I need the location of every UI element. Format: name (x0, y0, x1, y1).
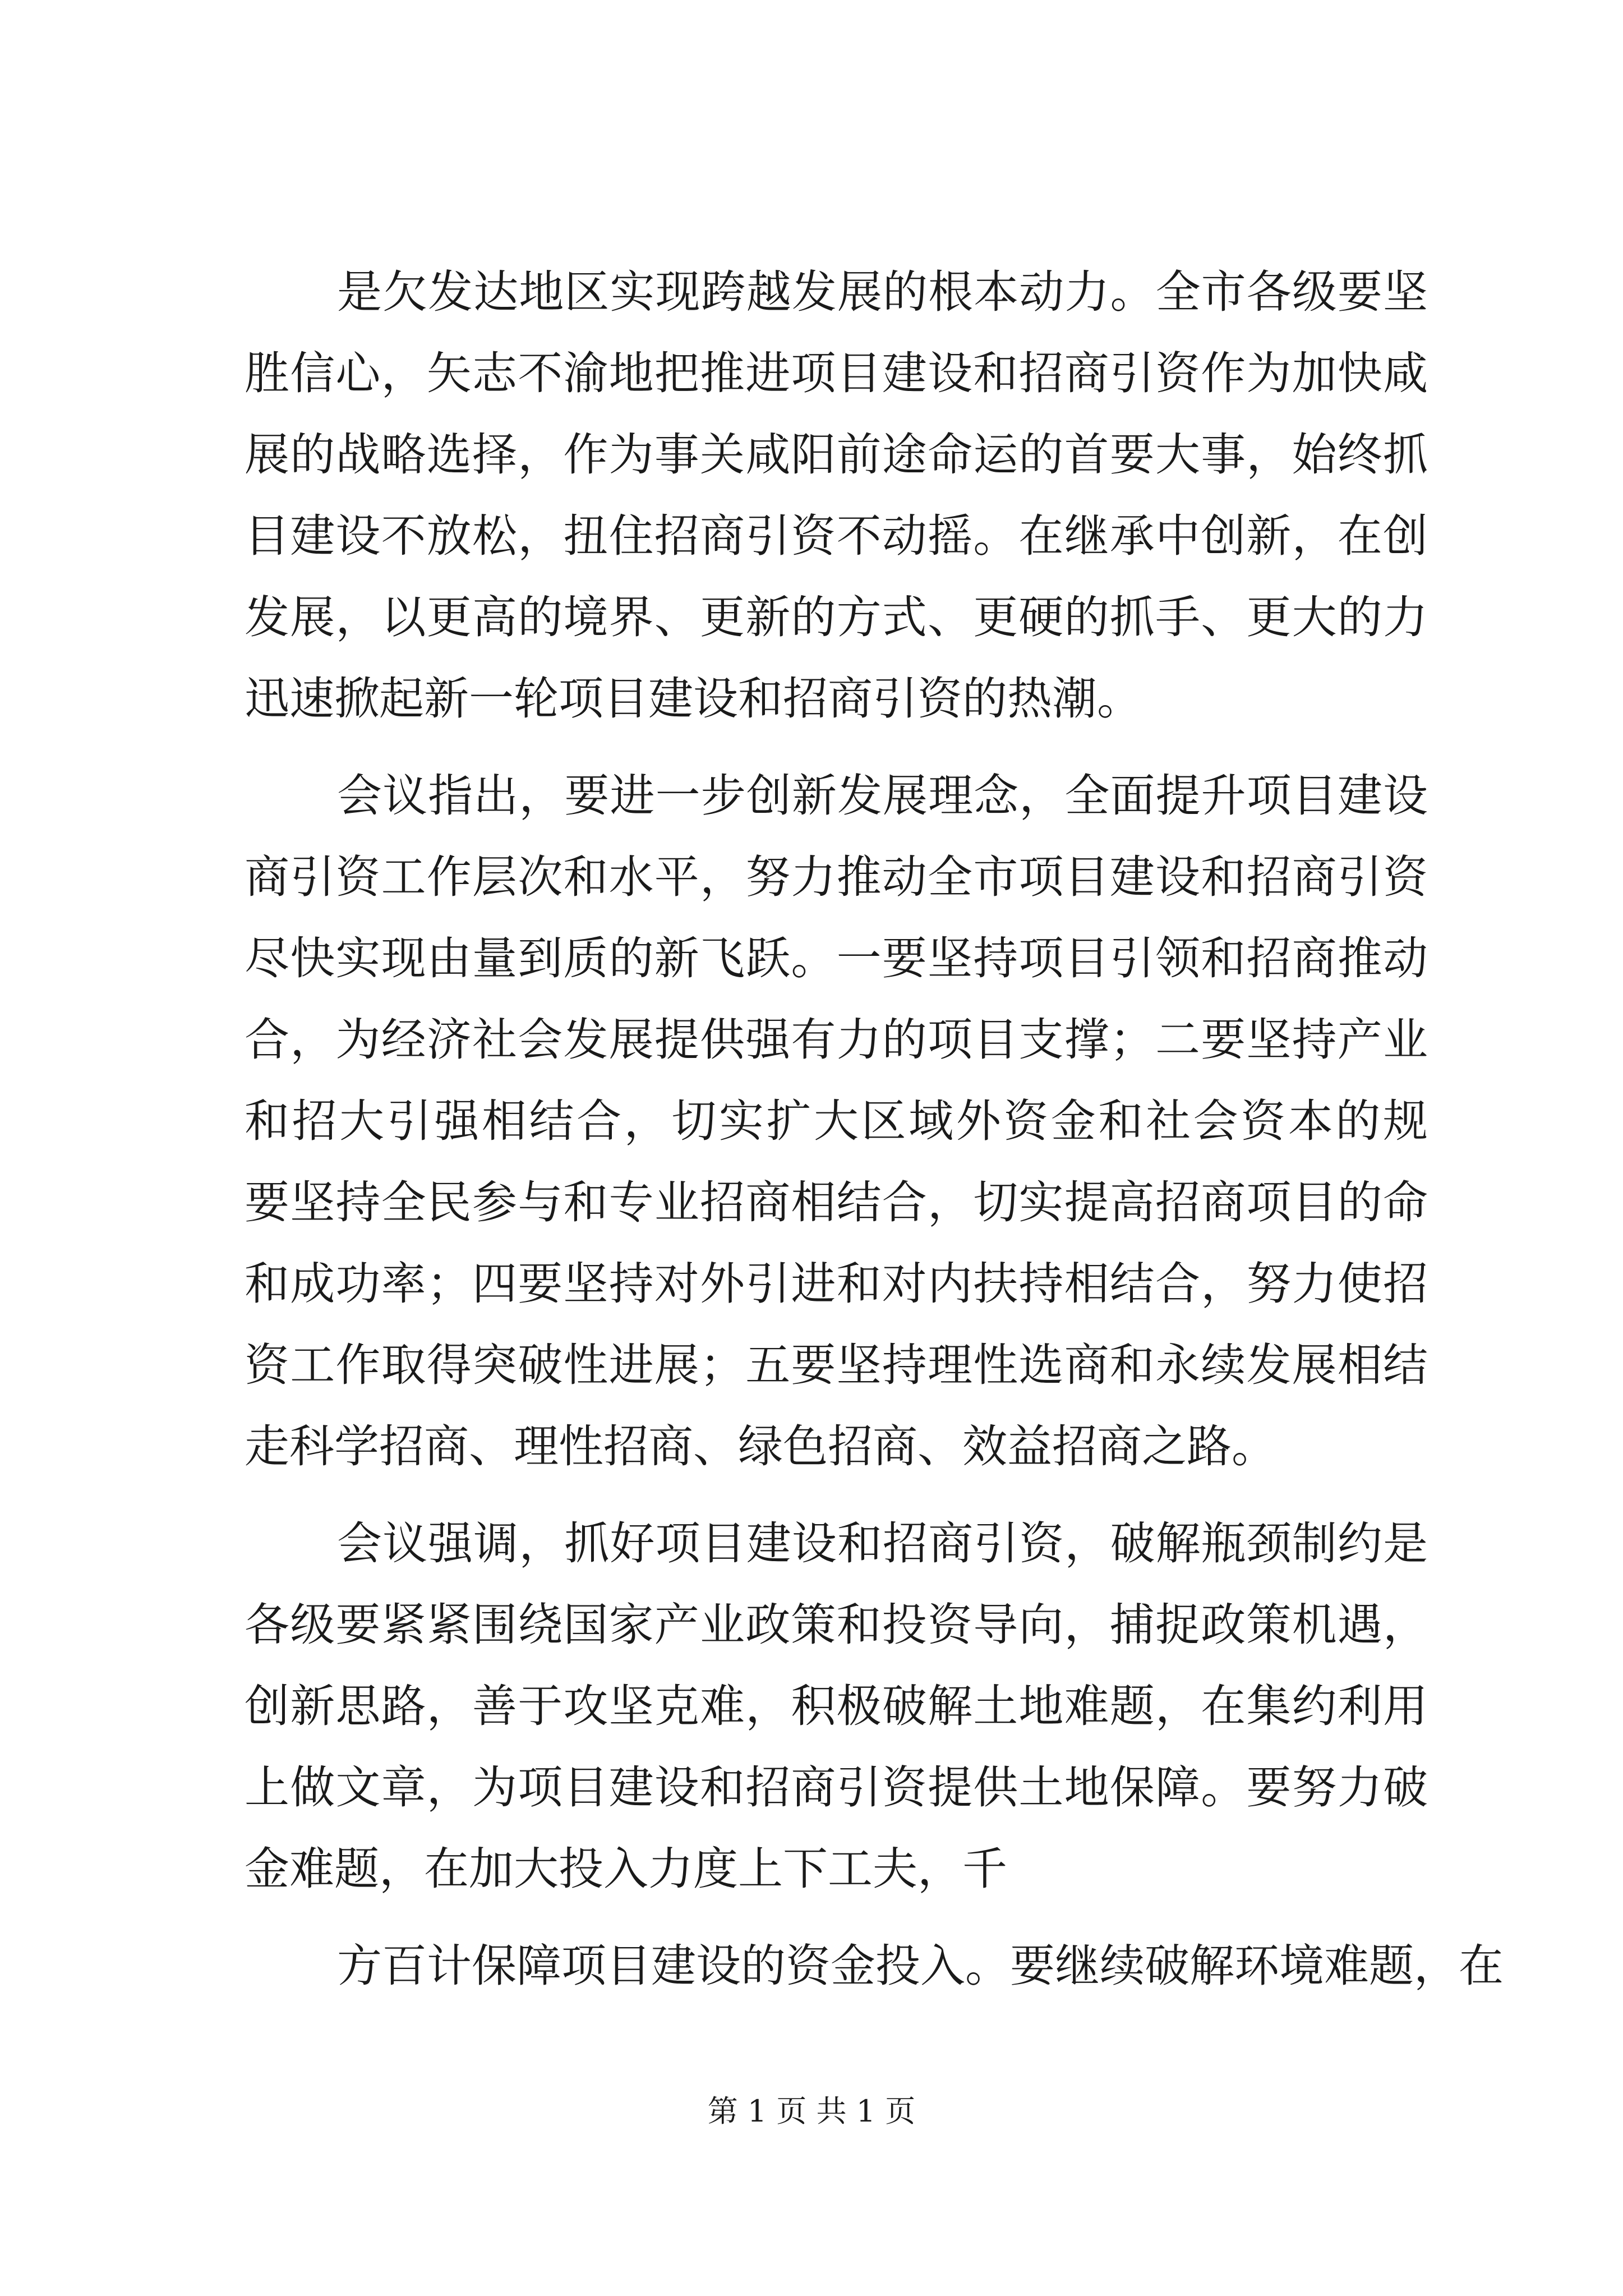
text-line: 目建设不放松，扭住招商引资不动摇。在继承中创新，在创 (245, 510, 1428, 562)
paragraph-3 (245, 1503, 1428, 1910)
document-body (245, 251, 1504, 2007)
text-line: 走科学招商、理性招商、绿色招商、效益招商之路。 (245, 1420, 1276, 1473)
page-number-label: 第 1 页 共 1 页 (707, 2093, 916, 2129)
text-line: 胜信心，矢志不渝地把推进项目建设和招商引资作为加快咸 (245, 347, 1428, 399)
text-line: 会议强调，抓好项目建设和招商引资，破解瓶颈制约是 (337, 1517, 1428, 1570)
text-line: 和成功率；四要坚持对外引进和对内扶持相结合，努力使招 (245, 1258, 1428, 1310)
paragraph-2 (245, 755, 1428, 1487)
text-line: 和招大引强相结合，切实扩大区域外资金和社会资本的规 (245, 1095, 1428, 1147)
text-line: 要坚持全民参与和专业招商相结合，切实提高招商项目的命 (245, 1176, 1428, 1228)
text-line: 是欠发达地区实现跨越发展的根本动力。全市各级要坚 (337, 266, 1428, 318)
text-line: 上做文章，为项目建设和招商引资提供土地保障。要努力破 (245, 1761, 1428, 1814)
text-line: 会议指出，要进一步创新发展理念，全面提升项目建设 (337, 770, 1428, 822)
text-line: 方百计保障项目建设的资金投入。要继续破解环境难题，在 (337, 1940, 1504, 1992)
text-line: 金难题，在加大投入力度上下工夫，千 (245, 1843, 1007, 1895)
text-line: 资工作取得突破性进展；五要坚持理性选商和永续发展相结 (245, 1339, 1428, 1391)
text-line: 尽快实现由量到质的新飞跃。一要坚持项目引领和招商推动 (245, 932, 1428, 984)
paragraph-1 (245, 251, 1428, 739)
text-line: 商引资工作层次和水平，努力推动全市项目建设和招商引资 (245, 851, 1428, 903)
text-line: 各级要紧紧围绕国家产业政策和投资导向，捕捉政策机遇， (245, 1599, 1428, 1651)
text-line: 展的战略选择，作为事关咸阳前途命运的首要大事，始终抓 (245, 429, 1428, 481)
paragraph-4 (245, 1925, 1504, 2007)
text-line: 合，为经济社会发展提供强有力的项目支撑；二要坚持产业 (245, 1014, 1428, 1066)
text-line: 创新思路，善于攻坚克难，积极破解土地难题，在集约利用 (245, 1680, 1428, 1732)
text-line: 发展，以更高的境界、更新的方式、更硬的抓手、更大的力 (245, 591, 1428, 643)
text-line: 迅速掀起新一轮项目建设和招商引资的热潮。 (245, 673, 1142, 725)
page-footer (0, 2089, 1623, 2134)
